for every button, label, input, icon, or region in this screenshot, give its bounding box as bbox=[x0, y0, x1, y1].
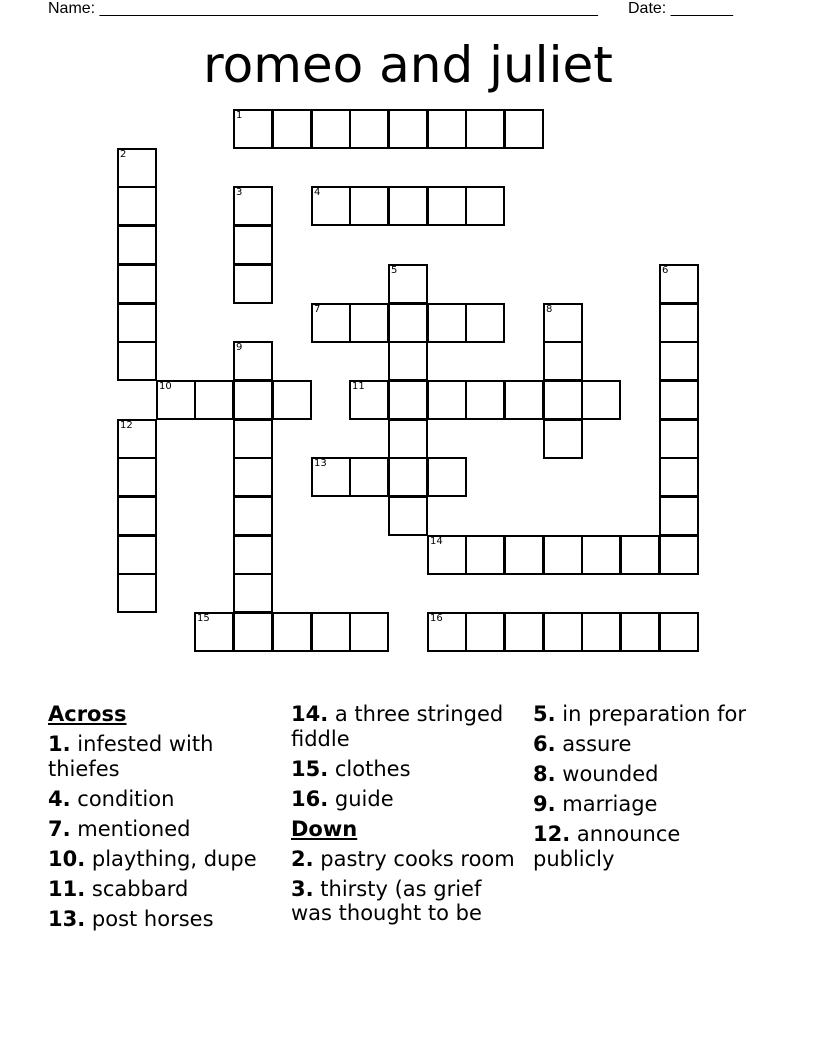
grid-cell[interactable] bbox=[349, 109, 389, 149]
grid-cell[interactable] bbox=[233, 380, 273, 420]
clue-across-14: 14. a three stringed fiddle bbox=[291, 702, 504, 751]
across-heading: Across bbox=[48, 702, 127, 726]
grid-cell[interactable] bbox=[117, 303, 157, 343]
grid-cell[interactable] bbox=[427, 457, 467, 497]
grid-cell[interactable] bbox=[659, 612, 699, 652]
clue-down-8: 8. wounded bbox=[533, 762, 659, 786]
grid-cell[interactable] bbox=[117, 573, 157, 613]
grid-cell[interactable] bbox=[272, 109, 312, 149]
grid-cell[interactable] bbox=[233, 573, 273, 613]
cell-number: 15 bbox=[197, 613, 210, 624]
grid-cell[interactable] bbox=[349, 380, 389, 420]
grid-cell[interactable] bbox=[543, 380, 583, 420]
clue-across-7: 7. mentioned bbox=[48, 816, 191, 841]
grid-cell[interactable] bbox=[543, 535, 583, 575]
grid-cell[interactable] bbox=[465, 303, 505, 343]
grid-cell[interactable] bbox=[194, 380, 234, 420]
clue-down-12: 12. announce publicly bbox=[533, 822, 681, 871]
grid-cell[interactable] bbox=[233, 264, 273, 304]
grid-cell[interactable] bbox=[117, 457, 157, 497]
cell-number: 4 bbox=[314, 187, 321, 198]
clue-column-3 bbox=[533, 702, 765, 877]
grid-cell[interactable] bbox=[620, 612, 660, 652]
grid-cell[interactable] bbox=[659, 457, 699, 497]
grid-cell[interactable] bbox=[233, 341, 273, 381]
grid-cell[interactable] bbox=[117, 496, 157, 536]
grid-cell[interactable] bbox=[311, 303, 351, 343]
grid-cell[interactable] bbox=[233, 225, 273, 265]
clue-across-13: 13. post horses bbox=[48, 906, 214, 931]
clue-across-15: 15. clothes bbox=[291, 756, 411, 781]
cell-number: 7 bbox=[314, 304, 321, 315]
grid-cell[interactable] bbox=[233, 419, 273, 459]
cell-number: 1 bbox=[236, 110, 243, 121]
name-field[interactable]: Name: ________________________________________________________ bbox=[48, 0, 598, 17]
grid-cell[interactable] bbox=[504, 612, 544, 652]
clue-across-1: 1. infested with thiefes bbox=[48, 732, 214, 781]
grid-cell[interactable] bbox=[388, 419, 428, 459]
clue-down-6: 6. assure bbox=[533, 732, 632, 756]
grid-cell[interactable] bbox=[543, 419, 583, 459]
grid-cell[interactable] bbox=[543, 612, 583, 652]
grid-cell[interactable] bbox=[581, 612, 621, 652]
grid-cell[interactable] bbox=[311, 457, 351, 497]
clue-down-9: 9. marriage bbox=[533, 792, 658, 816]
grid-cell[interactable] bbox=[659, 341, 699, 381]
grid-cell[interactable] bbox=[465, 535, 505, 575]
grid-cell[interactable] bbox=[388, 380, 428, 420]
cell-number: 13 bbox=[314, 458, 327, 469]
grid-cell[interactable] bbox=[233, 109, 273, 149]
clue-down-5: 5. in preparation for bbox=[533, 702, 747, 726]
grid-cell[interactable] bbox=[349, 612, 389, 652]
grid-cell[interactable] bbox=[659, 535, 699, 575]
grid-cell[interactable] bbox=[388, 264, 428, 304]
cell-number: 8 bbox=[546, 304, 553, 315]
grid-cell[interactable] bbox=[388, 303, 428, 343]
grid-cell[interactable] bbox=[117, 419, 157, 459]
cell-number: 2 bbox=[120, 149, 127, 160]
cell-number: 5 bbox=[391, 265, 398, 276]
grid-cell[interactable] bbox=[388, 341, 428, 381]
grid-cell[interactable] bbox=[465, 109, 505, 149]
cell-number: 9 bbox=[236, 342, 243, 353]
grid-cell[interactable] bbox=[311, 109, 351, 149]
grid-cell[interactable] bbox=[194, 612, 234, 652]
clue-across-11: 11. scabbard bbox=[48, 876, 189, 901]
clue-across-10: 10. plaything, dupe bbox=[48, 846, 257, 871]
grid-cell[interactable] bbox=[543, 341, 583, 381]
clue-column-1 bbox=[48, 702, 280, 937]
grid-cell[interactable] bbox=[233, 535, 273, 575]
grid-cell[interactable] bbox=[388, 496, 428, 536]
grid-cell[interactable] bbox=[504, 109, 544, 149]
grid-cell[interactable] bbox=[233, 612, 273, 652]
grid-cell[interactable] bbox=[272, 380, 312, 420]
grid-cell[interactable] bbox=[427, 612, 467, 652]
cell-number: 11 bbox=[352, 381, 365, 392]
date-field[interactable]: Date: _______ bbox=[628, 0, 733, 17]
cell-number: 6 bbox=[662, 265, 669, 276]
grid-cell[interactable] bbox=[581, 380, 621, 420]
grid-cell[interactable] bbox=[388, 186, 428, 226]
cell-number: 12 bbox=[120, 420, 133, 431]
down-heading: Down bbox=[291, 816, 358, 841]
clue-down-3: 3. thirsty (as grief was thought to be bbox=[291, 876, 482, 925]
grid-cell[interactable] bbox=[427, 186, 467, 226]
grid-cell[interactable] bbox=[117, 186, 157, 226]
grid-cell[interactable] bbox=[427, 109, 467, 149]
grid-cell[interactable] bbox=[272, 612, 312, 652]
grid-cell[interactable] bbox=[659, 303, 699, 343]
grid-cell[interactable] bbox=[117, 148, 157, 188]
grid-cell[interactable] bbox=[427, 303, 467, 343]
grid-cell[interactable] bbox=[504, 535, 544, 575]
grid-cell[interactable] bbox=[620, 535, 660, 575]
grid-cell[interactable] bbox=[427, 535, 467, 575]
grid-cell[interactable] bbox=[117, 535, 157, 575]
clue-column-2 bbox=[291, 702, 523, 931]
grid-cell[interactable] bbox=[659, 419, 699, 459]
puzzle-title: romeo and juliet bbox=[203, 36, 613, 94]
grid-cell[interactable] bbox=[349, 457, 389, 497]
clue-across-4: 4. condition bbox=[48, 786, 175, 811]
grid-cell[interactable] bbox=[388, 457, 428, 497]
grid-cell[interactable] bbox=[465, 380, 505, 420]
grid-cell[interactable] bbox=[349, 186, 389, 226]
grid-cell[interactable] bbox=[659, 380, 699, 420]
grid-cell[interactable] bbox=[659, 264, 699, 304]
grid-cell[interactable] bbox=[311, 612, 351, 652]
grid-cell[interactable] bbox=[117, 341, 157, 381]
grid-cell[interactable] bbox=[427, 380, 467, 420]
grid-cell[interactable] bbox=[117, 225, 157, 265]
grid-cell[interactable] bbox=[233, 457, 273, 497]
cell-number: 14 bbox=[430, 536, 443, 547]
cell-number: 10 bbox=[159, 381, 172, 392]
grid-cell[interactable] bbox=[156, 380, 196, 420]
grid-cell[interactable] bbox=[504, 380, 544, 420]
grid-cell[interactable] bbox=[349, 303, 389, 343]
grid-cell[interactable] bbox=[117, 264, 157, 304]
grid-cell[interactable] bbox=[465, 186, 505, 226]
grid-cell[interactable] bbox=[543, 303, 583, 343]
grid-cell[interactable] bbox=[233, 496, 273, 536]
grid-cell[interactable] bbox=[388, 109, 428, 149]
cell-number: 3 bbox=[236, 187, 243, 198]
grid-cell[interactable] bbox=[465, 612, 505, 652]
clue-down-2: 2. pastry cooks room bbox=[291, 846, 515, 871]
clue-across-16: 16. guide bbox=[291, 786, 394, 811]
grid-cell[interactable] bbox=[659, 496, 699, 536]
grid-cell[interactable] bbox=[581, 535, 621, 575]
cell-number: 16 bbox=[430, 613, 443, 624]
grid-cell[interactable] bbox=[311, 186, 351, 226]
grid-cell[interactable] bbox=[233, 186, 273, 226]
